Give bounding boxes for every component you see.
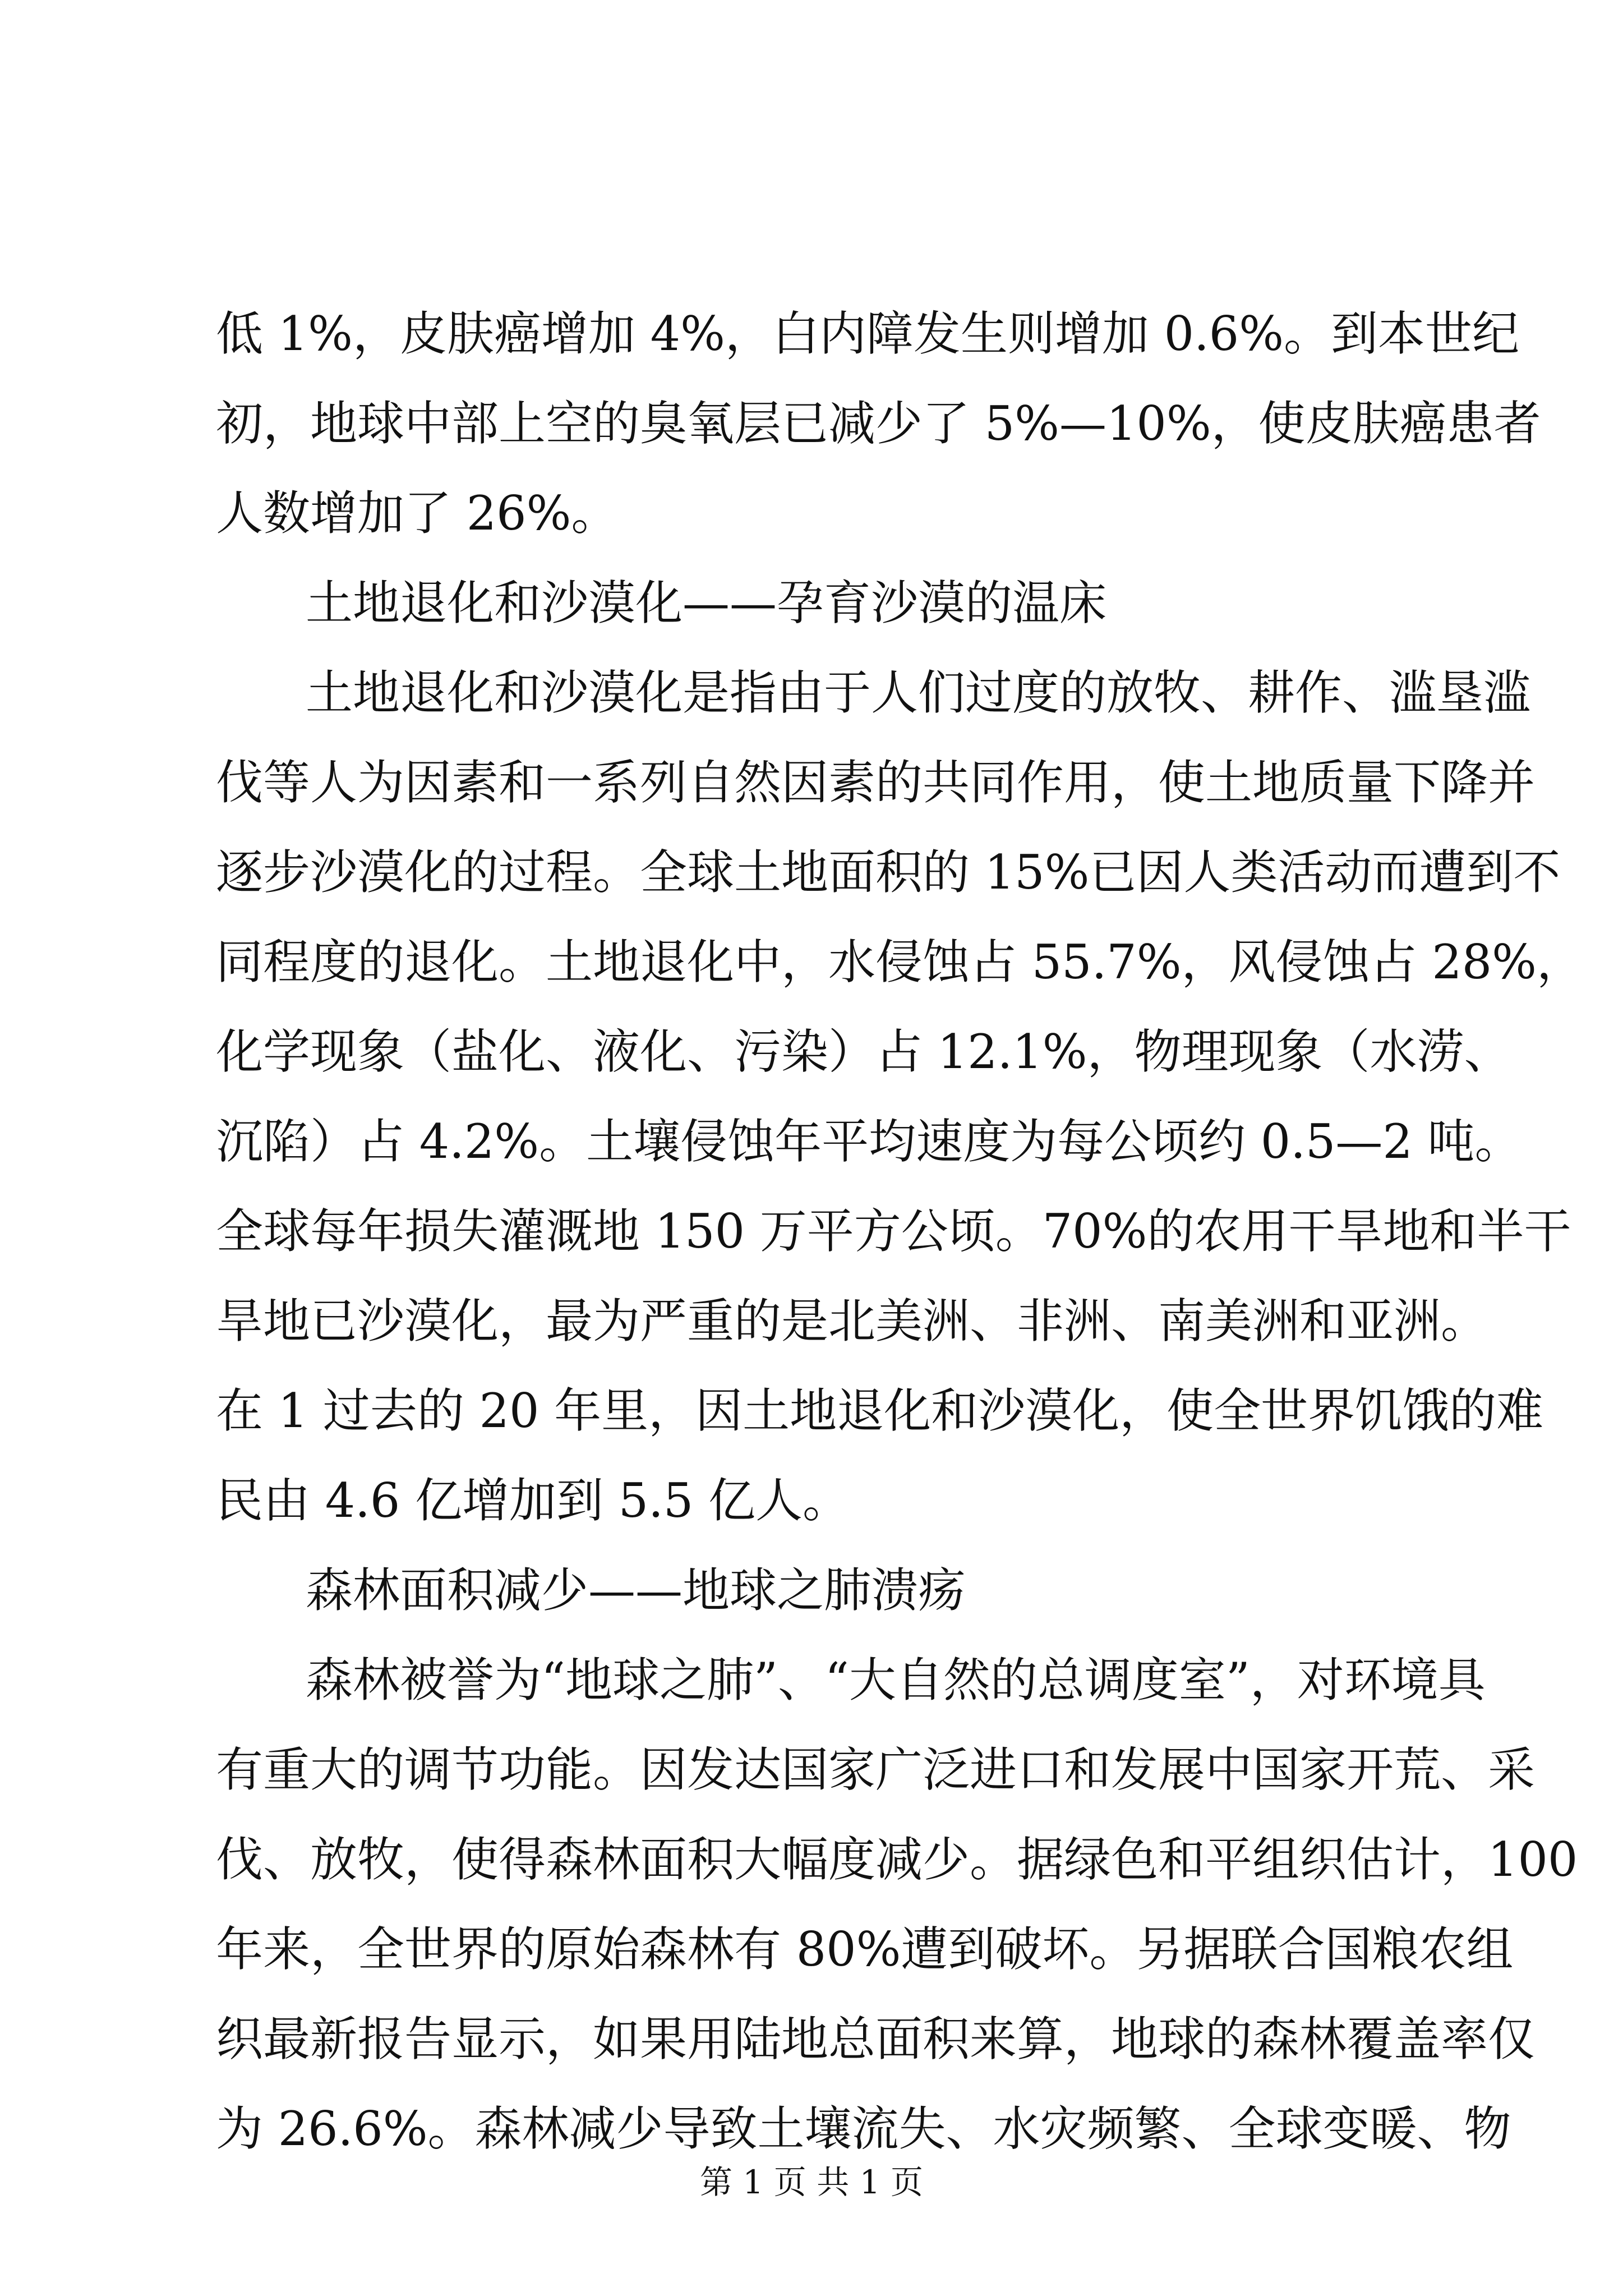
body-line: 有重大的调节功能。因发达国家广泛进口和发展中国家开荒、采 — [216, 1742, 1536, 1797]
body-line: 在 1 过去的 20 年里，因土地退化和沙漠化，使全世界饥饿的难 — [216, 1383, 1544, 1438]
body-line: 沉陷）占 4.2%。土壤侵蚀年平均速度为每公顷约 0.5—2 吨。 — [216, 1114, 1522, 1169]
body-line: 土地退化和沙漠化是指由于人们过度的放牧、耕作、滥垦滥 — [306, 665, 1531, 720]
body-line: 初，地球中部上空的臭氧层已减少了 5%—10%，使皮肤癌患者 — [216, 396, 1541, 451]
body-line: 全球每年损失灌溉地 150 万平方公顷。70%的农用干旱地和半干 — [216, 1204, 1571, 1259]
body-line: 森林被誉为“地球之肺”、“大自然的总调度室”，对环境具 — [306, 1653, 1486, 1708]
body-line: 人数增加了 26%。 — [216, 486, 619, 541]
body-line: 同程度的退化。土地退化中，水侵蚀占 55.7%，风侵蚀占 28%， — [216, 935, 1584, 990]
page-footer: 第 1 页 共 1 页 — [700, 2163, 923, 2201]
body-line: 低 1%，皮肤癌增加 4%，白内障发生则增加 0.6%。到本世纪 — [216, 306, 1520, 361]
body-line: 逐步沙漠化的过程。全球土地面积的 15%已因人类活动而遭到不 — [216, 845, 1561, 900]
body-line: 旱地已沙漠化，最为严重的是北美洲、非洲、南美洲和亚洲。 — [216, 1294, 1488, 1349]
body-line: 年来，全世界的原始森林有 80%遭到破坏。另据联合国粮农组 — [216, 1922, 1514, 1977]
body-line: 伐、放牧，使得森林面积大幅度减少。据绿色和平组织估计，100 — [216, 1832, 1578, 1887]
body-line: 民由 4.6 亿增加到 5.5 亿人。 — [216, 1473, 850, 1528]
body-line: 伐等人为因素和一系列自然因素的共同作用，使土地质量下降并 — [216, 755, 1536, 810]
body-line: 织最新报告显示，如果用陆地总面积来算，地球的森林覆盖率仅 — [216, 2012, 1536, 2067]
section-heading-land-degradation: 土地退化和沙漠化——孕育沙漠的温床 — [306, 576, 1107, 631]
section-heading-forest-loss: 森林面积减少——地球之肺溃疡 — [306, 1563, 966, 1618]
body-line: 化学现象（盐化、液化、污染）占 12.1%，物理现象（水涝、 — [216, 1024, 1511, 1079]
body-line: 为 26.6%。森林减少导致土壤流失、水灾频繁、全球变暖、物 — [216, 2101, 1511, 2156]
